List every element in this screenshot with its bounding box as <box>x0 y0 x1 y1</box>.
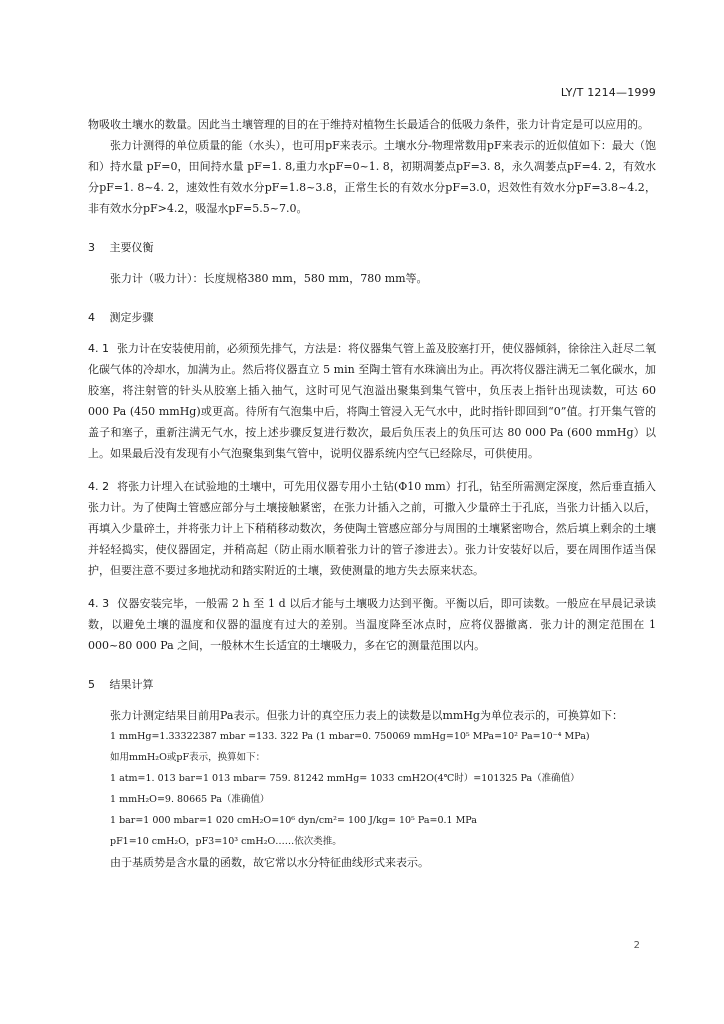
formula-note: 如用mmH₂O或pF表示，换算如下： <box>110 752 266 763</box>
section-5-paragraph-1: 张力计测定结果目前用Pa表示。但张力计的真空压力表上的读数是以mmHg为单位表示的，可换算如下： <box>110 709 623 722</box>
section-4-title: 测定步骤 <box>109 311 154 324</box>
clause-4-3-text: 仪器安装完毕，一般需 2 h 至 1 d 以后才能与土壤吸力达到平衡。平衡以后，即可读数。一般应在早晨记录读数，以避免土壤的温度和仪器的温度有过大的差别。当温度降至冰点时，应将仪器撤离．张力计的测定范围在 1 000~80 000 Pa 之间，一般林木生长适宜的土壤吸力，多在它的测量范围以内。 <box>88 597 656 652</box>
formula-bar: 1 bar=1 000 mbar=1 020 cmH₂O=10⁶ dyn/cm²= 100 J/kg= 10⁵ Pa=0.1 MPa <box>110 815 477 826</box>
clause-4-3 <box>88 593 656 656</box>
clause-4-3-number: 4. 3 <box>88 597 110 610</box>
intro-paragraph-1: 物吸收土壤水的数量。因此当土壤管理的目的在于维持对植物生长最适合的低吸力条件，张力计肯定是可以应用的。 <box>88 118 649 131</box>
formula-mmh2o: 1 mmH₂O=9. 80665 Pa（准确值） <box>110 794 270 805</box>
clause-4-1 <box>88 338 656 464</box>
formula-mmhg: 1 mmHg=1.33322387 mbar =133. 322 Pa (1 mbar=0. 750069 mmHg=10⁵ MPa=10² Pa=10⁻⁴ MPa) <box>110 731 590 742</box>
formula-pf: pF1=10 cmH₂O，pF3=10³ cmH₂O……依次类推。 <box>110 836 342 847</box>
clause-4-1-text: 张力计在安装使用前，必须预先排气，方法是：将仪器集气管上盖及胶塞打开，使仪器倾斜，徐徐注入赶尽二氧化碳气体的冷却水，加满为止。然后将仪器直立 5 min 至陶土管有水珠滴出为止。再次将仪器注满无二氧化碳水，加胶塞，将注射管的针头从胶塞上插入抽气，这时可见气泡溢出聚集到集气管中，负压表上指针出现读数，可达 60 000 Pa (450 mmHg)或更高。待所有气泡集中后，将陶土管浸入无气水中，此时指针即回到“0”值。打开集气管的盖子和塞子，重新注满无气水，按上述步骤反复进行数次，最后负压表上的负压可达 80 000 Pa (600 mmHg）以上。如果最后没有发现有小气泡聚集到集气管中，说明仪器系统内空气已经除尽，可供使用。 <box>88 342 656 460</box>
section-4-heading <box>88 307 656 328</box>
section-3-heading <box>88 237 656 258</box>
section-3-title: 主要仪衡 <box>109 241 154 254</box>
page-number: 2 <box>633 940 640 951</box>
section-4-number: 4 <box>88 311 95 324</box>
clause-4-2-number: 4. 2 <box>88 480 110 493</box>
document-body <box>88 114 656 873</box>
section-5-title: 结果计算 <box>109 678 154 691</box>
section-3-paragraph: 张力计（吸力计）：长度规格380 mm，580 mm，780 mm等。 <box>110 272 428 285</box>
clause-4-1-number: 4. 1 <box>88 342 109 355</box>
section-5-paragraph-2: 由于基质势是含水量的函数，故它常以水分特征曲线形式来表示。 <box>110 856 429 869</box>
clause-4-2 <box>88 476 656 581</box>
intro-paragraph-2: 张力计测得的单位质量的能（水头），也可用pF来表示。土壤水分-物理常数用pF来表示的近似值如下：最大（饱和）持水量 pF=0，田间持水量 pF=1. 8,重力水pF=0~1. 8，初期凋萎点pF=3. 8，永久凋萎点pF=4. 2，有效水分pF=1. 8~4. 2，速效性有效水分pF=1.8~3.8，正常生长的有效水分pF=3.0，迟效性有效水分pF=3.8~4.2，非有效水分pF>4.2，吸湿水pF=5.5~7.0。 <box>88 139 656 215</box>
section-5-number: 5 <box>88 678 95 691</box>
clause-4-2-text: 将张力计埋入在试验地的土壤中，可先用仪器专用小土钻(Φ10 mm）打孔，钻至所需测定深度，然后垂直插入张力计。为了使陶土管感应部分与土壤接触紧密，在张力计插入之前，可撒入少量碎土于孔底，当张力计插入以后，再填入少量碎土，并将张力计上下稍稍移动数次，务使陶土管感应部分与周围的土壤紧密吻合，然后填上剩余的土壤并轻轻捣实，使仪器固定，并稍高起（防止雨水顺着张力计的管子渗进去）。张力计安装好以后，要在周围作适当保护，但要注意不要过多地扰动和踏实附近的土壤，致使测量的地方失去原来状态。 <box>88 480 656 577</box>
formula-atm: 1 atm=1. 013 bar=1 013 mbar= 759. 81242 mmHg= 1033 cmH2O(4℃时）=101325 Pa（准确值） <box>110 773 580 784</box>
section-5-heading <box>88 674 656 695</box>
section-3-number: 3 <box>88 241 95 254</box>
document-code: LY/T 1214—1999 <box>560 86 656 99</box>
